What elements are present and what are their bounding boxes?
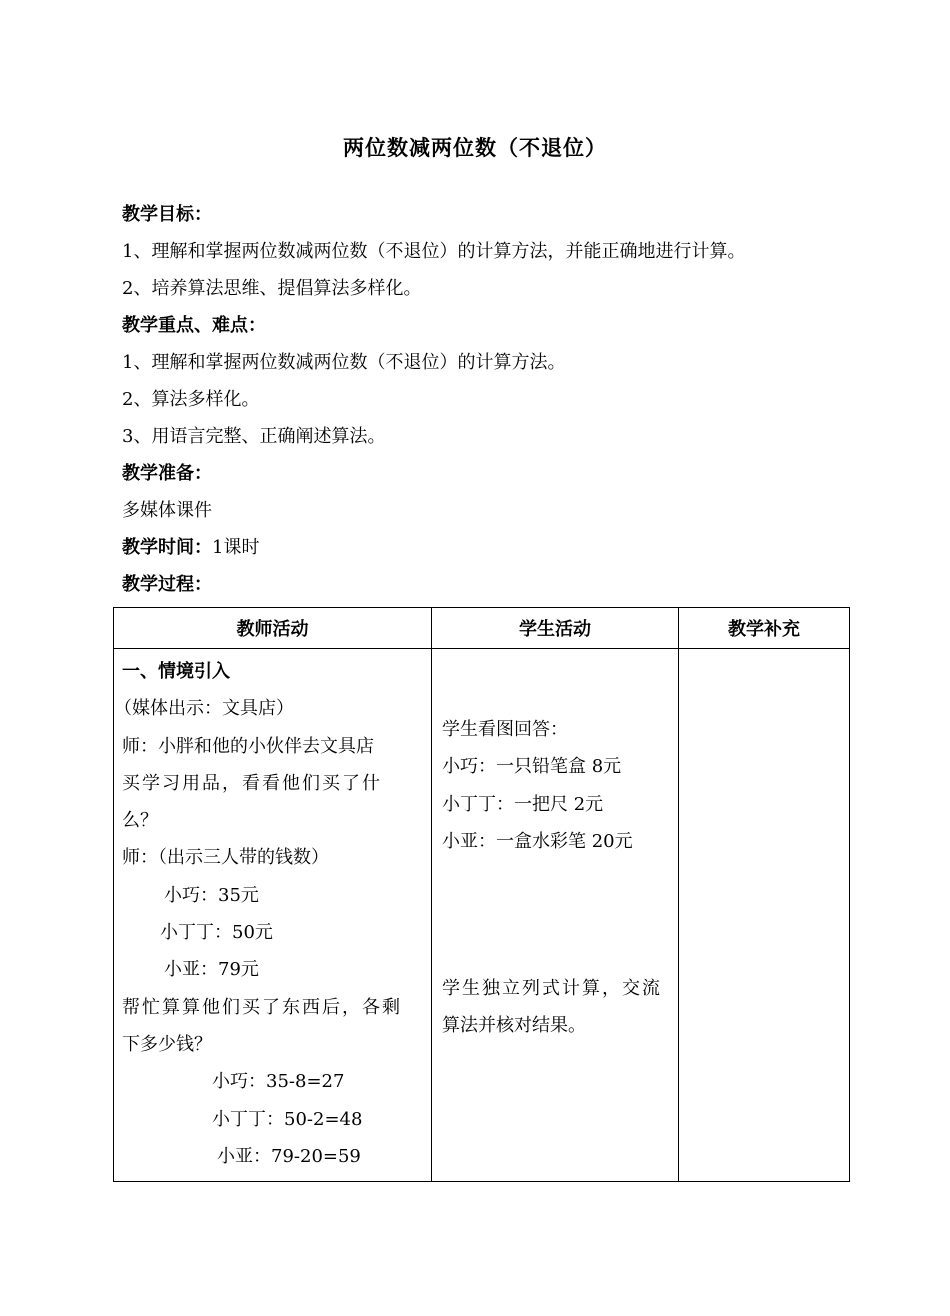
process-heading: 教学过程： (122, 574, 212, 595)
teacher-line: 帮忙算算他们买了东西后，各剩 (122, 996, 402, 1018)
preparation-text: 多媒体课件 (122, 500, 212, 521)
preparation-section (122, 455, 842, 603)
student-line: 学生独立列式计算，交流 (442, 978, 662, 1000)
table-row (114, 649, 850, 1182)
section-title: 一、情境引入 (122, 661, 230, 682)
teaching-process-table (113, 607, 850, 1182)
key-points-section (122, 307, 842, 455)
teacher-line: 小巧：35元 (164, 884, 259, 906)
objective-item: 1、理解和掌握两位数减两位数（不退位）的计算方法，并能正确地进行计算。 (122, 241, 746, 262)
teacher-line: 小丁丁：50-2=48 (212, 1108, 363, 1130)
time-heading: 教学时间： (122, 537, 212, 558)
objectives-heading: 教学目标： (122, 204, 212, 225)
objectives-section (122, 196, 842, 307)
header-student-activity: 学生活动 (432, 608, 679, 649)
key-point-item: 3、用语言完整、正确阐述算法。 (122, 426, 386, 447)
teacher-line: 师：小胖和他的小伙伴去文具店 (122, 735, 374, 757)
time-text: 1课时 (212, 537, 260, 558)
table-header-row (114, 608, 850, 649)
teacher-line: 小亚：79元 (164, 959, 259, 981)
teacher-line: 下多少钱？ (122, 1033, 212, 1055)
student-activity-cell (432, 649, 679, 1182)
student-line: 算法并核对结果。 (442, 1015, 586, 1037)
teacher-line: 师：（出示三人带的钱数） (122, 847, 329, 869)
document-title: 两位数减两位数（不退位） (343, 135, 607, 160)
teacher-line: （媒体出示：文具店） (114, 698, 294, 720)
preparation-heading: 教学准备： (122, 463, 212, 484)
teacher-line: 么？ (122, 810, 158, 832)
teacher-activity-cell (114, 649, 432, 1182)
student-line: 小巧：一只铅笔盒 8元 (442, 756, 622, 778)
teacher-line: 买学习用品，看看他们买了什 (122, 772, 382, 794)
key-point-item: 2、算法多样化。 (122, 389, 260, 410)
student-line: 学生看图回答： (442, 719, 568, 740)
student-line: 小丁丁：一把尺 2元 (442, 793, 604, 815)
header-supplement: 教学补充 (679, 608, 850, 649)
header-teacher-activity: 教师活动 (114, 608, 432, 649)
supplement-cell (679, 649, 850, 1182)
student-line: 小亚：一盒水彩笔 20元 (442, 830, 633, 852)
teacher-line: 小巧：35-8=27 (212, 1071, 345, 1093)
key-point-item: 1、理解和掌握两位数减两位数（不退位）的计算方法。 (122, 352, 566, 373)
teacher-line: 小丁丁：50元 (160, 922, 273, 944)
key-points-heading: 教学重点、难点： (122, 315, 266, 336)
teacher-line: 小亚：79-20=59 (217, 1145, 361, 1167)
objective-item: 2、培养算法思维、提倡算法多样化。 (122, 278, 422, 299)
